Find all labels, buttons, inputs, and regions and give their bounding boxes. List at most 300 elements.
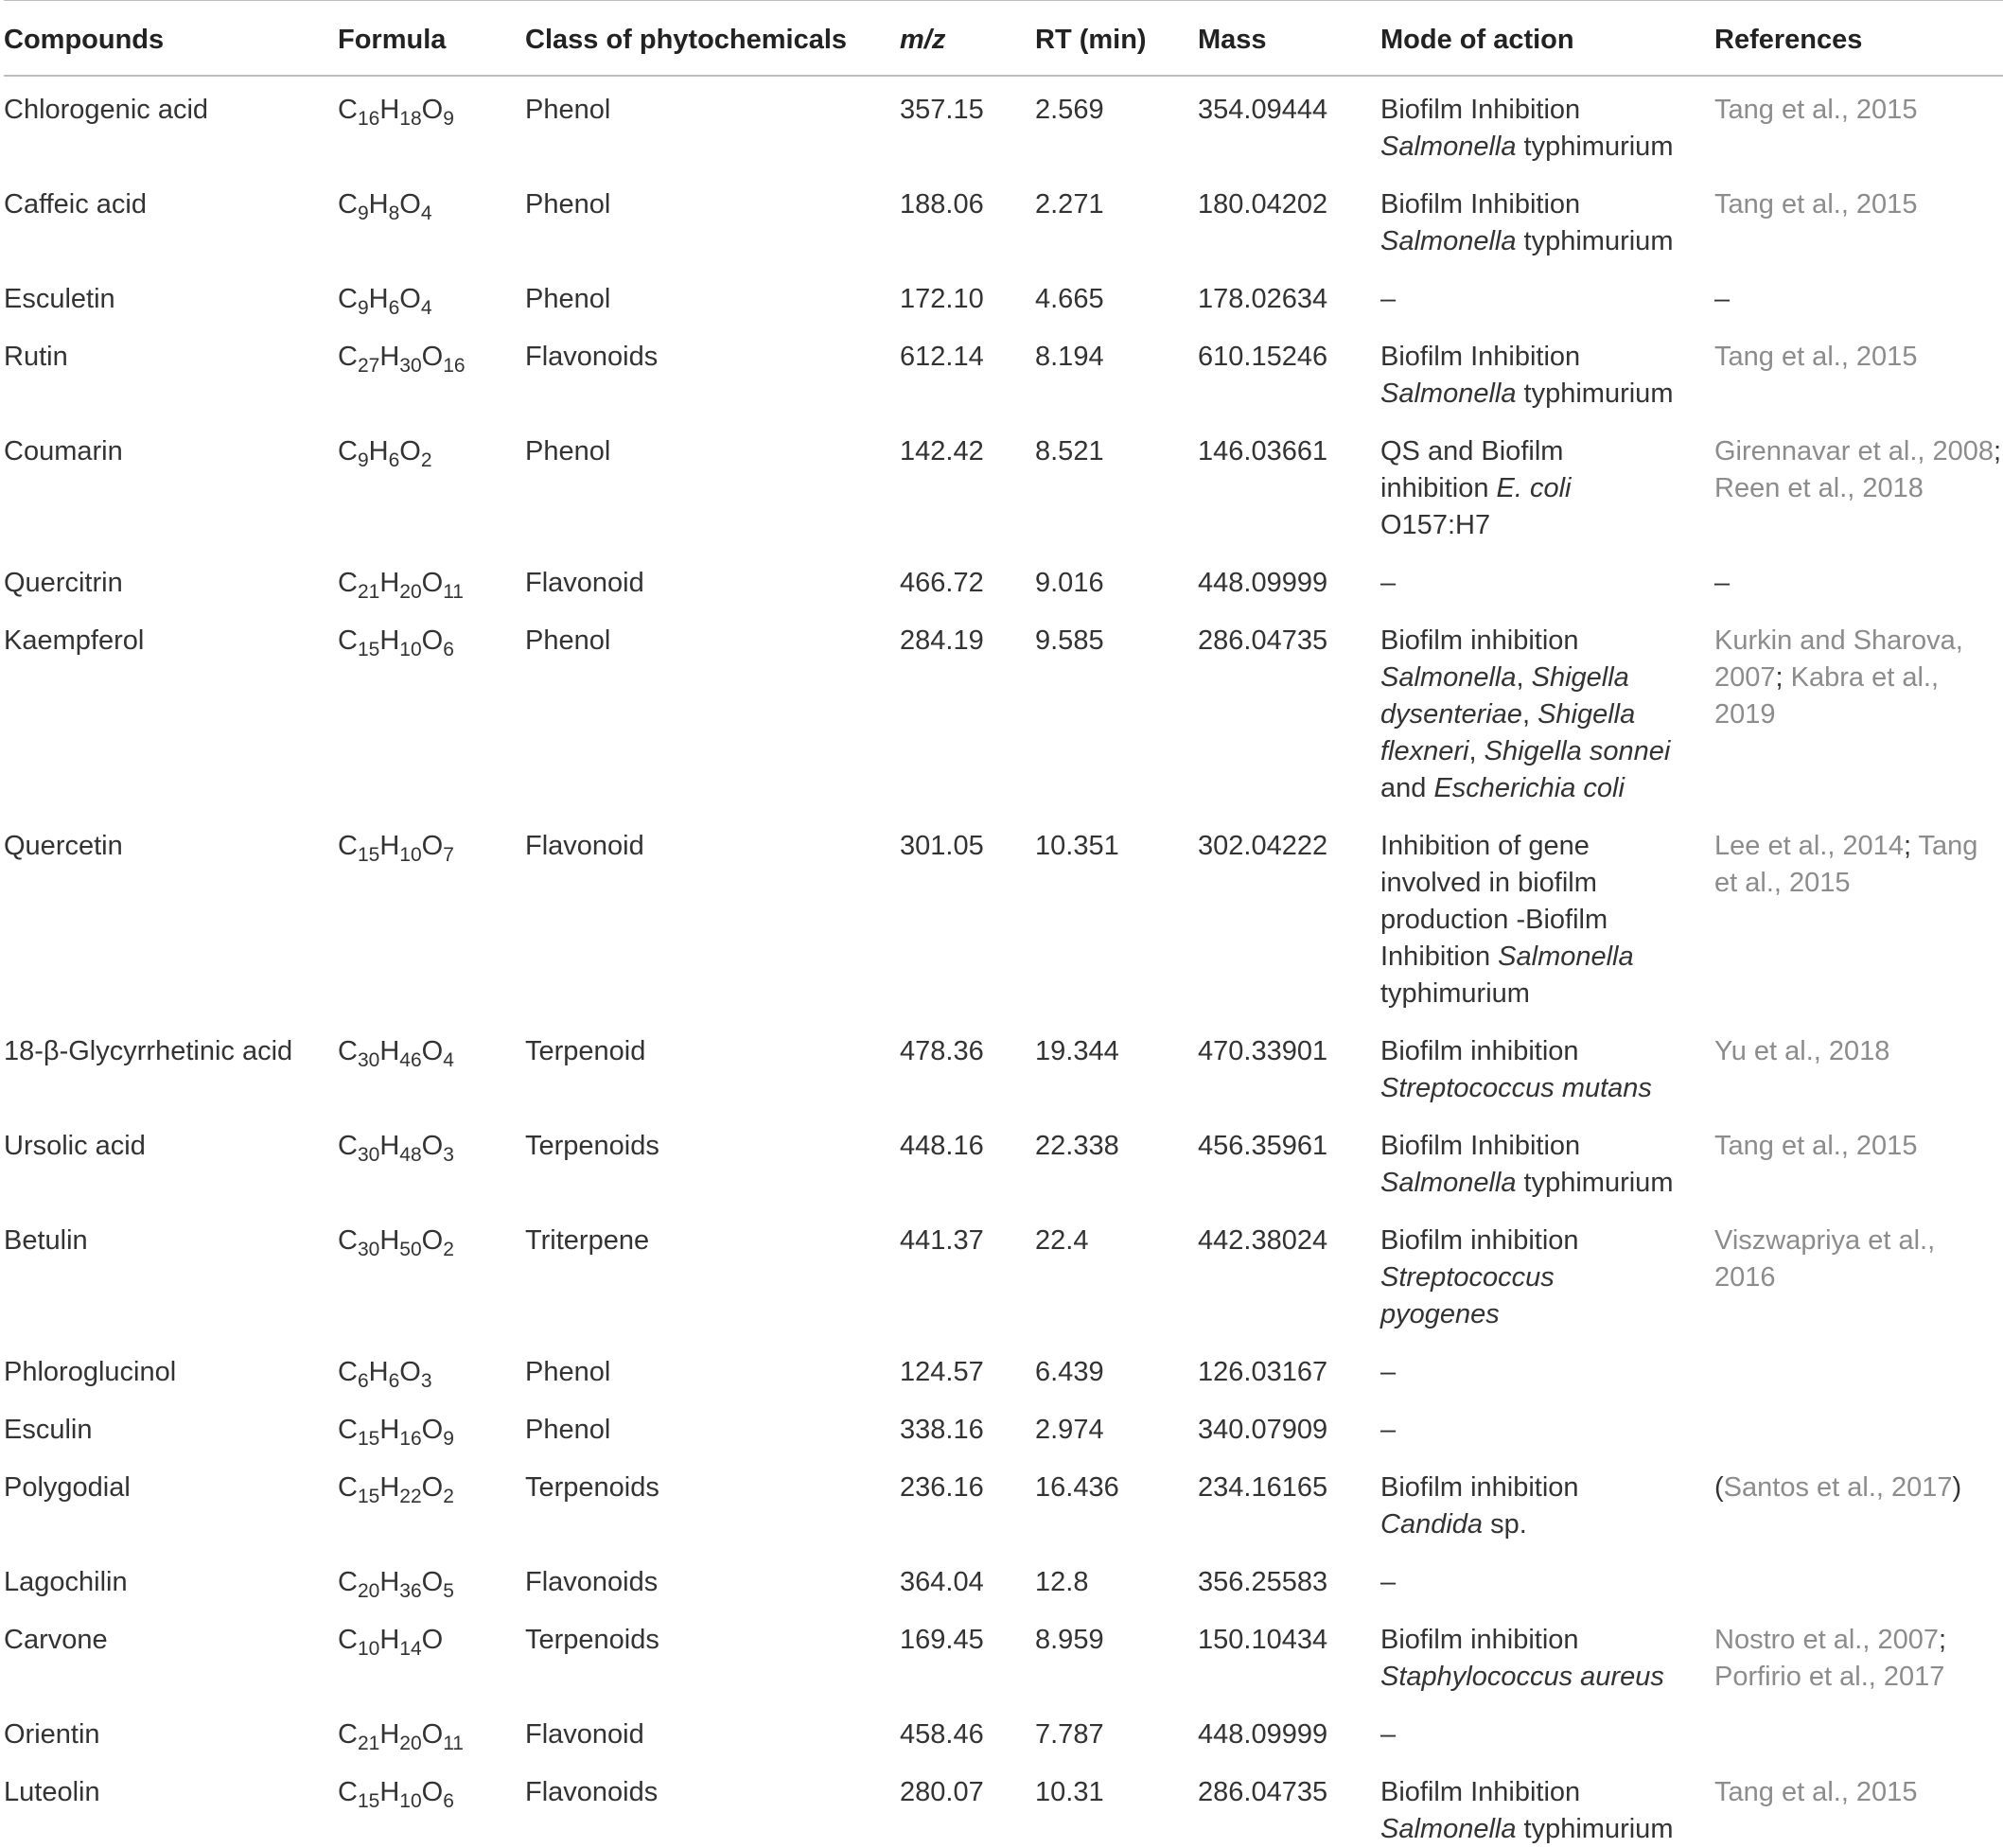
mode-text: – bbox=[1380, 1567, 1397, 1597]
table-row bbox=[4, 607, 2003, 813]
cell-mass: 442.38024 bbox=[1198, 1225, 1328, 1256]
cell-mode bbox=[1380, 1549, 1714, 1607]
cell-mz: 612.14 bbox=[900, 342, 984, 372]
formula-element: C bbox=[338, 1131, 358, 1161]
cell-rt: 2.569 bbox=[1035, 95, 1104, 125]
formula-element: O bbox=[421, 95, 444, 125]
formula-element: H bbox=[368, 1357, 389, 1387]
cell-mz: 172.10 bbox=[900, 284, 984, 314]
cell-references bbox=[1714, 1018, 2003, 1113]
table-row bbox=[4, 76, 2003, 171]
reference-link[interactable]: Tang et al., 2015 bbox=[1714, 342, 1918, 372]
mode-organism: Salmonella bbox=[1380, 1814, 1517, 1844]
mode-text: – bbox=[1380, 284, 1397, 314]
formula-subscript: 10 bbox=[399, 639, 422, 660]
cell-formula bbox=[338, 1549, 525, 1607]
cell-mz: 280.07 bbox=[900, 1777, 984, 1807]
formula-element: C bbox=[338, 1567, 358, 1597]
formula-element: O bbox=[399, 189, 421, 220]
reference-separator: ; bbox=[1938, 1625, 1947, 1655]
cell-mass: 354.09444 bbox=[1198, 95, 1328, 125]
mode-organism: Salmonella bbox=[1380, 662, 1517, 693]
cell-compound: Quercitrin bbox=[4, 568, 123, 598]
formula-subscript: 4 bbox=[420, 202, 432, 224]
cell-compound: Orientin bbox=[4, 1719, 100, 1750]
mode-text: , bbox=[1521, 699, 1538, 730]
cell-compound: Ursolic acid bbox=[4, 1131, 146, 1161]
mode-text: Biofilm inhibition bbox=[1380, 1472, 1579, 1503]
cell-formula bbox=[338, 266, 525, 324]
formula-subscript: 11 bbox=[443, 1733, 464, 1754]
mode-text: Biofilm Inhibition bbox=[1380, 342, 1581, 372]
reference-link[interactable]: Tang et al., 2015 bbox=[1714, 189, 1918, 220]
formula-subscript: 15 bbox=[357, 1790, 380, 1812]
mode-organism: Escherichia coli bbox=[1433, 773, 1625, 803]
header-row bbox=[4, 1, 2003, 77]
cell-mode bbox=[1380, 550, 1714, 607]
cell-formula bbox=[338, 1759, 525, 1848]
cell-formula bbox=[338, 418, 525, 550]
mode-organism: Shigella bbox=[1531, 662, 1629, 693]
header-rt-label: RT (min) bbox=[1035, 24, 1147, 55]
cell-formula bbox=[338, 1454, 525, 1549]
reference-link[interactable]: Porfirio et al., 2017 bbox=[1714, 1662, 1945, 1692]
cell-compound: Phloroglucinol bbox=[4, 1357, 177, 1387]
table-row bbox=[4, 1607, 2003, 1701]
formula-element: H bbox=[379, 1472, 400, 1503]
cell-mode bbox=[1380, 1701, 1714, 1759]
cell-rt: 10.31 bbox=[1035, 1777, 1104, 1807]
mode-organism: Streptococcus mutans bbox=[1380, 1073, 1652, 1103]
formula-element: C bbox=[338, 1719, 358, 1750]
mode-text: Inhibition bbox=[1380, 942, 1499, 972]
mode-text: typhimurium bbox=[1516, 132, 1674, 162]
reference-separator: ( bbox=[1714, 1472, 1724, 1503]
formula-subscript: 11 bbox=[443, 581, 464, 603]
formula-element: H bbox=[379, 1567, 400, 1597]
cell-formula bbox=[338, 813, 525, 1018]
cell-mass: 180.04202 bbox=[1198, 189, 1328, 220]
cell-mz: 448.16 bbox=[900, 1131, 984, 1161]
formula-element: C bbox=[338, 284, 358, 314]
mode-text: Biofilm inhibition bbox=[1380, 1036, 1579, 1066]
mode-organism: pyogenes bbox=[1380, 1299, 1500, 1329]
formula-subscript: 15 bbox=[357, 1486, 380, 1507]
formula-element: C bbox=[338, 831, 358, 861]
cell-compound: Betulin bbox=[4, 1225, 88, 1256]
cell-class: Phenol bbox=[525, 436, 611, 466]
cell-mz: 301.05 bbox=[900, 831, 984, 861]
cell-mass: 126.03167 bbox=[1198, 1357, 1328, 1387]
reference-separator: ; bbox=[1903, 831, 1919, 861]
cell-class: Phenol bbox=[525, 189, 611, 220]
reference-link[interactable]: Yu et al., 2018 bbox=[1714, 1036, 1890, 1066]
formula-subscript: 4 bbox=[443, 1049, 454, 1071]
formula-subscript: 48 bbox=[399, 1144, 422, 1166]
cell-mode bbox=[1380, 1339, 1714, 1397]
formula-subscript: 20 bbox=[357, 1580, 380, 1602]
mode-text: – bbox=[1380, 568, 1397, 598]
header-formula bbox=[338, 1, 525, 77]
reference-separator: ) bbox=[1952, 1472, 1962, 1503]
formula-subscript: 16 bbox=[357, 108, 380, 130]
mode-text: typhimurium bbox=[1516, 378, 1674, 409]
cell-rt: 9.585 bbox=[1035, 625, 1104, 656]
table-header bbox=[4, 1, 2003, 77]
reference-link[interactable]: Kurkin and Sharova, bbox=[1714, 625, 1963, 656]
reference-link[interactable]: Tang et al., 2015 bbox=[1714, 1777, 1918, 1807]
formula-element: O bbox=[399, 1357, 421, 1387]
cell-compound: Caffeic acid bbox=[4, 189, 147, 220]
formula-element: C bbox=[338, 436, 358, 466]
cell-mz: 188.06 bbox=[900, 189, 984, 220]
mode-organism: Salmonella bbox=[1498, 942, 1634, 972]
mode-text: inhibition bbox=[1380, 473, 1497, 503]
cell-mode bbox=[1380, 607, 1714, 813]
cell-rt: 8.194 bbox=[1035, 342, 1104, 372]
cell-rt: 6.439 bbox=[1035, 1357, 1104, 1387]
cell-mz: 357.15 bbox=[900, 95, 984, 125]
formula-subscript: 9 bbox=[357, 202, 369, 224]
mode-text: typhimurium bbox=[1380, 978, 1530, 1009]
cell-class: Flavonoid bbox=[525, 831, 644, 861]
cell-mass: 286.04735 bbox=[1198, 1777, 1328, 1807]
mode-text: , bbox=[1468, 736, 1485, 766]
formula-subscript: 7 bbox=[443, 844, 454, 866]
formula-element: O bbox=[421, 1719, 444, 1750]
cell-class: Flavonoids bbox=[525, 342, 659, 372]
formula-element: H bbox=[379, 831, 400, 861]
cell-rt: 2.974 bbox=[1035, 1415, 1104, 1445]
table-row bbox=[4, 1759, 2003, 1848]
mode-text: and bbox=[1380, 773, 1434, 803]
formula-subscript: 15 bbox=[357, 844, 380, 866]
cell-mode bbox=[1380, 1113, 1714, 1207]
cell-compound: Rutin bbox=[4, 342, 68, 372]
formula-subscript: 30 bbox=[357, 1144, 380, 1166]
mode-text: O157:H7 bbox=[1380, 510, 1491, 540]
formula-element: O bbox=[421, 342, 444, 372]
formula-element: C bbox=[338, 1036, 358, 1066]
cell-compound: Esculin bbox=[4, 1415, 93, 1445]
mode-organism: Salmonella bbox=[1380, 226, 1517, 256]
formula-subscript: 30 bbox=[357, 1049, 380, 1071]
header-mass-label: Mass bbox=[1198, 24, 1267, 55]
cell-class: Terpenoid bbox=[525, 1036, 646, 1066]
formula-subscript: 30 bbox=[357, 1239, 380, 1260]
formula-subscript: 9 bbox=[357, 297, 369, 319]
table-row bbox=[4, 418, 2003, 550]
header-rt bbox=[1035, 1, 1198, 77]
cell-references bbox=[1714, 76, 2003, 171]
table-row bbox=[4, 1339, 2003, 1397]
formula-subscript: 46 bbox=[399, 1049, 422, 1071]
formula-element: C bbox=[338, 1777, 358, 1807]
reference-link[interactable]: Girennavar et al., 2008 bbox=[1714, 436, 1994, 466]
reference-link[interactable]: 2019 bbox=[1714, 699, 1776, 730]
cell-references bbox=[1714, 1549, 2003, 1607]
formula-element: C bbox=[338, 568, 358, 598]
formula-subscript: 3 bbox=[420, 1370, 432, 1392]
header-references-label: References bbox=[1714, 24, 1863, 55]
formula-element: O bbox=[399, 284, 421, 314]
formula-element: C bbox=[338, 1625, 358, 1655]
cell-rt: 2.271 bbox=[1035, 189, 1104, 220]
reference-separator: ; bbox=[1994, 436, 2002, 466]
table-row bbox=[4, 1018, 2003, 1113]
reference-link[interactable]: Viszwapriya et al., 2016 bbox=[1714, 1225, 1936, 1293]
reference-separator: ; bbox=[1775, 662, 1791, 693]
cell-class: Flavonoids bbox=[525, 1777, 659, 1807]
cell-rt: 22.338 bbox=[1035, 1131, 1119, 1161]
reference-link[interactable]: Lee et al., 2014 bbox=[1714, 831, 1904, 861]
header-references bbox=[1714, 1, 2003, 77]
mode-organism: Shigella bbox=[1537, 699, 1636, 730]
cell-rt: 7.787 bbox=[1035, 1719, 1104, 1750]
cell-class: Terpenoids bbox=[525, 1625, 659, 1655]
formula-subscript: 16 bbox=[399, 1428, 422, 1450]
formula-subscript: 6 bbox=[357, 1370, 369, 1392]
mode-text: sp. bbox=[1483, 1509, 1527, 1540]
table-row bbox=[4, 1549, 2003, 1607]
mode-text: Biofilm Inhibition bbox=[1380, 1777, 1581, 1807]
mode-text: Biofilm inhibition bbox=[1380, 1225, 1579, 1256]
table-row bbox=[4, 550, 2003, 607]
cell-rt: 8.959 bbox=[1035, 1625, 1104, 1655]
cell-mode bbox=[1380, 1759, 1714, 1848]
mode-text: typhimurium bbox=[1516, 1814, 1674, 1844]
cell-mz: 478.36 bbox=[900, 1036, 984, 1066]
mode-text: , bbox=[1516, 662, 1532, 693]
mode-organism: Streptococcus bbox=[1380, 1262, 1555, 1293]
mode-text: Biofilm inhibition bbox=[1380, 625, 1579, 656]
cell-references bbox=[1714, 324, 2003, 418]
formula-subscript: 2 bbox=[443, 1486, 454, 1507]
cell-mode bbox=[1380, 1454, 1714, 1549]
cell-compound: 18-β-Glycyrrhetinic acid bbox=[4, 1036, 293, 1066]
formula-subscript: 3 bbox=[443, 1144, 454, 1166]
cell-class: Terpenoids bbox=[525, 1472, 659, 1503]
reference-separator: – bbox=[1714, 284, 1731, 314]
cell-mz: 142.42 bbox=[900, 436, 984, 466]
formula-subscript: 9 bbox=[443, 1428, 454, 1450]
cell-mz: 169.45 bbox=[900, 1625, 984, 1655]
cell-mode bbox=[1380, 1397, 1714, 1454]
cell-class: Phenol bbox=[525, 284, 611, 314]
formula-element: O bbox=[421, 625, 444, 656]
formula-element: H bbox=[379, 95, 400, 125]
table-row bbox=[4, 1701, 2003, 1759]
mode-text: Biofilm Inhibition bbox=[1380, 189, 1581, 220]
reference-link[interactable]: 2007 bbox=[1714, 662, 1776, 693]
mode-text: production -Biofilm bbox=[1380, 905, 1608, 935]
cell-rt: 12.8 bbox=[1035, 1567, 1089, 1597]
cell-rt: 16.436 bbox=[1035, 1472, 1119, 1503]
cell-references bbox=[1714, 1339, 2003, 1397]
cell-mz: 284.19 bbox=[900, 625, 984, 656]
reference-link[interactable]: Tang et al., 2015 bbox=[1714, 1131, 1918, 1161]
mode-text: involved in biofilm bbox=[1380, 868, 1597, 898]
cell-references bbox=[1714, 1759, 2003, 1848]
reference-separator: – bbox=[1714, 568, 1731, 598]
formula-subscript: 22 bbox=[399, 1486, 422, 1507]
reference-link[interactable]: Kabra et al., bbox=[1790, 662, 1940, 693]
cell-formula bbox=[338, 1207, 525, 1339]
cell-mode bbox=[1380, 1207, 1714, 1339]
cell-formula bbox=[338, 1397, 525, 1454]
mode-text: QS and Biofilm bbox=[1380, 436, 1564, 466]
mode-organism: Salmonella bbox=[1380, 1168, 1517, 1198]
cell-class: Phenol bbox=[525, 1357, 611, 1387]
cell-references bbox=[1714, 813, 2003, 1018]
cell-class: Triterpene bbox=[525, 1225, 650, 1256]
formula-element: O bbox=[421, 1036, 444, 1066]
reference-link[interactable]: Nostro et al., 2007 bbox=[1714, 1625, 1939, 1655]
formula-subscript: 16 bbox=[443, 355, 466, 377]
cell-class: Flavonoid bbox=[525, 568, 644, 598]
table-row bbox=[4, 1397, 2003, 1454]
formula-subscript: 20 bbox=[399, 581, 422, 603]
formula-subscript: 10 bbox=[399, 844, 422, 866]
cell-mode bbox=[1380, 266, 1714, 324]
formula-subscript: 2 bbox=[443, 1239, 454, 1260]
table-row bbox=[4, 813, 2003, 1018]
cell-class: Terpenoids bbox=[525, 1131, 659, 1161]
cell-formula bbox=[338, 324, 525, 418]
formula-subscript: 14 bbox=[399, 1638, 422, 1660]
formula-subscript: 21 bbox=[357, 581, 380, 603]
formula-element: C bbox=[338, 95, 358, 125]
cell-mass: 178.02634 bbox=[1198, 284, 1328, 314]
cell-class: Phenol bbox=[525, 1415, 611, 1445]
reference-link[interactable]: Tang bbox=[1918, 831, 1978, 861]
mode-organism: E. coli bbox=[1496, 473, 1572, 503]
formula-element: C bbox=[338, 1357, 358, 1387]
cell-mode bbox=[1380, 171, 1714, 266]
formula-element: H bbox=[379, 1036, 400, 1066]
mode-text: Inhibition of gene bbox=[1380, 831, 1590, 861]
formula-element: H bbox=[379, 1777, 400, 1807]
mode-text: – bbox=[1380, 1719, 1397, 1750]
mode-text: typhimurium bbox=[1516, 226, 1674, 256]
cell-compound: Chlorogenic acid bbox=[4, 95, 209, 125]
formula-element: C bbox=[338, 1415, 358, 1445]
cell-mass: 610.15246 bbox=[1198, 342, 1328, 372]
formula-element: O bbox=[421, 568, 444, 598]
cell-class: Phenol bbox=[525, 625, 611, 656]
header-mode-label: Mode of action bbox=[1380, 24, 1574, 55]
mode-organism: Candida bbox=[1380, 1509, 1484, 1540]
formula-subscript: 2 bbox=[420, 449, 432, 471]
cell-compound: Carvone bbox=[4, 1625, 108, 1655]
formula-subscript: 6 bbox=[388, 1370, 400, 1392]
formula-subscript: 6 bbox=[388, 449, 400, 471]
cell-rt: 10.351 bbox=[1035, 831, 1119, 861]
cell-mode bbox=[1380, 418, 1714, 550]
formula-element: H bbox=[368, 189, 389, 220]
header-compounds-label: Compounds bbox=[4, 24, 165, 55]
cell-formula bbox=[338, 171, 525, 266]
formula-element: H bbox=[379, 1225, 400, 1256]
cell-mode bbox=[1380, 76, 1714, 171]
cell-mz: 124.57 bbox=[900, 1357, 984, 1387]
reference-link[interactable]: Reen et al., 2018 bbox=[1714, 473, 1924, 503]
table-row bbox=[4, 266, 2003, 324]
reference-link[interactable]: et al., 2015 bbox=[1714, 868, 1851, 898]
formula-element: H bbox=[379, 1625, 400, 1655]
cell-formula bbox=[338, 1339, 525, 1397]
formula-subscript: 6 bbox=[443, 1790, 454, 1812]
cell-mz: 364.04 bbox=[900, 1567, 984, 1597]
reference-link[interactable]: Tang et al., 2015 bbox=[1714, 95, 1918, 125]
formula-element: O bbox=[421, 1472, 444, 1503]
cell-mz: 466.72 bbox=[900, 568, 984, 598]
formula-element: H bbox=[379, 342, 400, 372]
formula-element: O bbox=[421, 1625, 444, 1655]
cell-mass: 456.35961 bbox=[1198, 1131, 1328, 1161]
header-mass bbox=[1198, 1, 1380, 77]
cell-references bbox=[1714, 418, 2003, 550]
mode-organism: Shigella sonnei bbox=[1484, 736, 1671, 766]
mode-text: Biofilm inhibition bbox=[1380, 1625, 1579, 1655]
formula-subscript: 4 bbox=[420, 297, 432, 319]
formula-element: C bbox=[338, 625, 358, 656]
formula-element: O bbox=[421, 1131, 444, 1161]
reference-link[interactable]: Santos et al., 2017 bbox=[1723, 1472, 1953, 1503]
cell-compound: Luteolin bbox=[4, 1777, 100, 1807]
cell-compound: Kaempferol bbox=[4, 625, 145, 656]
formula-element: H bbox=[379, 568, 400, 598]
header-mode bbox=[1380, 1, 1714, 77]
cell-mass: 470.33901 bbox=[1198, 1036, 1328, 1066]
cell-references bbox=[1714, 1701, 2003, 1759]
table-row bbox=[4, 324, 2003, 418]
cell-mass: 356.25583 bbox=[1198, 1567, 1328, 1597]
cell-references bbox=[1714, 550, 2003, 607]
formula-subscript: 20 bbox=[399, 1733, 422, 1754]
formula-element: O bbox=[421, 831, 444, 861]
cell-references bbox=[1714, 266, 2003, 324]
formula-element: O bbox=[399, 436, 421, 466]
cell-formula bbox=[338, 1018, 525, 1113]
formula-subscript: 9 bbox=[357, 449, 369, 471]
compounds-table bbox=[4, 0, 2003, 1848]
formula-subscript: 15 bbox=[357, 1428, 380, 1450]
formula-subscript: 8 bbox=[388, 202, 400, 224]
cell-mass: 448.09999 bbox=[1198, 568, 1328, 598]
table-row bbox=[4, 1454, 2003, 1549]
cell-compound: Lagochilin bbox=[4, 1567, 128, 1597]
cell-references bbox=[1714, 1454, 2003, 1549]
cell-mode bbox=[1380, 1018, 1714, 1113]
cell-references bbox=[1714, 1207, 2003, 1339]
table-row bbox=[4, 171, 2003, 266]
cell-rt: 9.016 bbox=[1035, 568, 1104, 598]
mode-text: Biofilm Inhibition bbox=[1380, 95, 1581, 125]
cell-formula bbox=[338, 607, 525, 813]
formula-subscript: 21 bbox=[357, 1733, 380, 1754]
formula-subscript: 9 bbox=[443, 108, 454, 130]
table-body bbox=[4, 76, 2003, 1848]
header-formula-label: Formula bbox=[338, 24, 447, 55]
mode-text: Biofilm Inhibition bbox=[1380, 1131, 1581, 1161]
cell-mass: 234.16165 bbox=[1198, 1472, 1328, 1503]
formula-subscript: 30 bbox=[399, 355, 422, 377]
cell-references bbox=[1714, 607, 2003, 813]
cell-compound: Polygodial bbox=[4, 1472, 131, 1503]
cell-rt: 19.344 bbox=[1035, 1036, 1119, 1066]
mode-organism: flexneri bbox=[1380, 736, 1469, 766]
